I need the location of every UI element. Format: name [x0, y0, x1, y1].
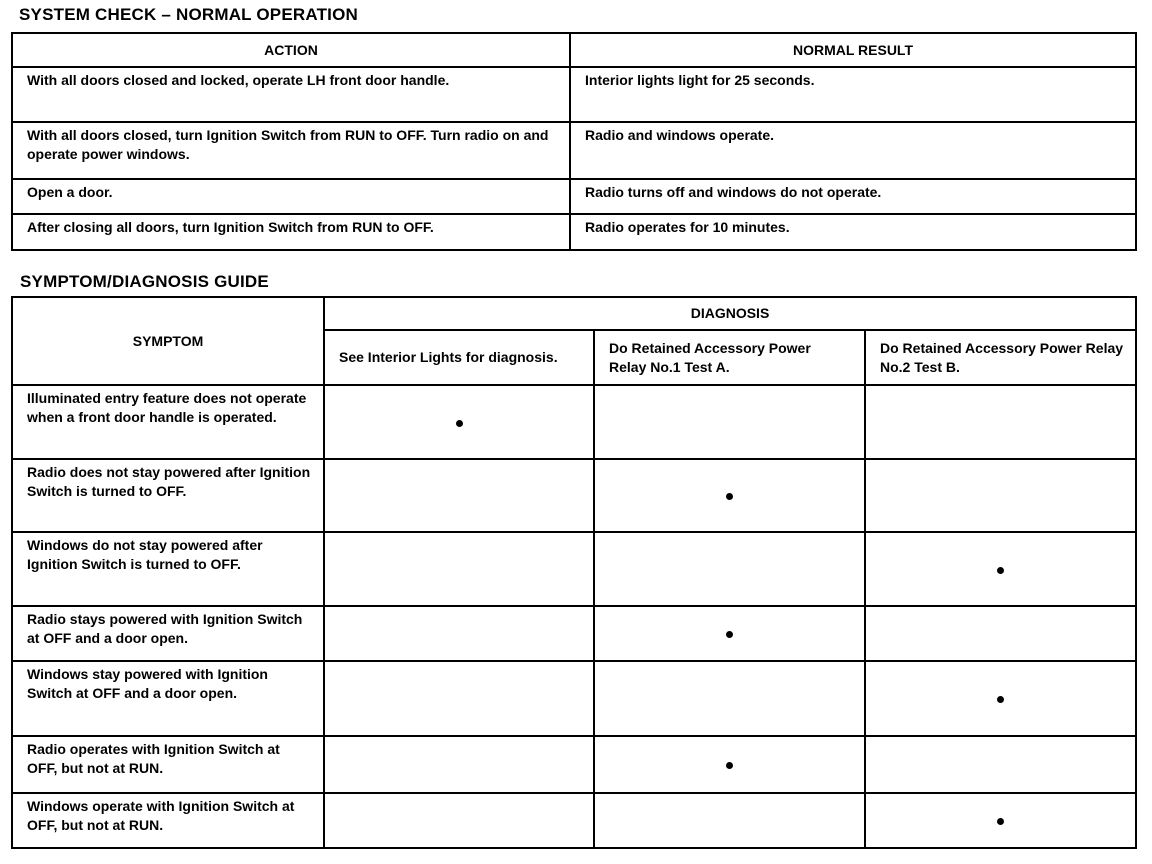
action-cell: After closing all doors, turn Ignition Switch from RUN to OFF. — [12, 214, 570, 250]
table-row — [12, 122, 1136, 179]
system-check-table — [11, 32, 1137, 251]
bullet-mark-icon — [726, 493, 733, 500]
diagnosis-mark-cell — [865, 793, 1136, 848]
action-cell: Open a door. — [12, 179, 570, 214]
symptom-cell: Windows do not stay powered after Ignition Switch is turned to OFF. — [12, 532, 324, 606]
diagnosis-col-relay-2: Do Retained Accessory Power Relay No.2 Test B. — [865, 330, 1136, 385]
action-cell: With all doors closed, turn Ignition Switch from RUN to OFF. Turn radio on and operate power windows. — [12, 122, 570, 179]
table-row — [12, 793, 1136, 848]
bullet-mark-icon — [726, 631, 733, 638]
symptom-cell: Windows operate with Ignition Switch at OFF, but not at RUN. — [12, 793, 324, 848]
symptom-cell: Radio stays powered with Ignition Switch at OFF and a door open. — [12, 606, 324, 661]
diagnosis-mark-cell — [865, 736, 1136, 793]
bullet-mark-icon — [997, 818, 1004, 825]
table-row — [12, 532, 1136, 606]
diagnosis-mark-cell — [865, 661, 1136, 736]
diagnosis-mark-cell — [594, 606, 865, 661]
symptom-cell: Radio does not stay powered after Ignition Switch is turned to OFF. — [12, 459, 324, 532]
diagnosis-mark-cell — [324, 459, 594, 532]
result-cell: Interior lights light for 25 seconds. — [570, 67, 1136, 122]
diagnosis-mark-cell — [594, 459, 865, 532]
bullet-mark-icon — [997, 567, 1004, 574]
table-row — [12, 736, 1136, 793]
result-cell: Radio and windows operate. — [570, 122, 1136, 179]
result-cell: Radio operates for 10 minutes. — [570, 214, 1136, 250]
diagnosis-mark-cell — [865, 459, 1136, 532]
symptom-cell: Radio operates with Ignition Switch at OFF, but not at RUN. — [12, 736, 324, 793]
action-header: ACTION — [12, 33, 570, 67]
diagnosis-mark-cell — [594, 793, 865, 848]
symptom-header: SYMPTOM — [12, 297, 324, 385]
symptom-cell: Illuminated entry feature does not operate when a front door handle is operated. — [12, 385, 324, 459]
diagnosis-mark-cell — [324, 661, 594, 736]
bullet-mark-icon — [456, 420, 463, 427]
symptom-cell: Windows stay powered with Ignition Switch at OFF and a door open. — [12, 661, 324, 736]
diagnosis-mark-cell — [324, 606, 594, 661]
system-check-title: SYSTEM CHECK – NORMAL OPERATION — [19, 5, 358, 24]
bullet-mark-icon — [997, 696, 1004, 703]
diagnosis-mark-cell — [324, 793, 594, 848]
diagnosis-mark-cell — [865, 606, 1136, 661]
table-row — [12, 67, 1136, 122]
diagnosis-mark-cell — [865, 385, 1136, 459]
diagnosis-mark-cell — [594, 385, 865, 459]
diagnosis-mark-cell — [324, 736, 594, 793]
result-cell: Radio turns off and windows do not operate. — [570, 179, 1136, 214]
table-row — [12, 179, 1136, 214]
diagnosis-mark-cell — [594, 661, 865, 736]
diagnosis-col-relay-1: Do Retained Accessory Power Relay No.1 Test A. — [594, 330, 865, 385]
table-row — [12, 214, 1136, 250]
table-row — [12, 385, 1136, 459]
table-row — [12, 459, 1136, 532]
diagnosis-mark-cell — [324, 532, 594, 606]
diagnosis-col-interior-lights: See Interior Lights for diagnosis. — [324, 330, 594, 385]
table-row — [12, 661, 1136, 736]
diagnosis-mark-cell — [865, 532, 1136, 606]
symptom-guide-title: SYMPTOM/DIAGNOSIS GUIDE — [20, 272, 269, 291]
action-cell: With all doors closed and locked, operate LH front door handle. — [12, 67, 570, 122]
diagnosis-mark-cell — [594, 532, 865, 606]
diagnosis-mark-cell — [324, 385, 594, 459]
normal-result-header: NORMAL RESULT — [570, 33, 1136, 67]
diagnosis-mark-cell — [594, 736, 865, 793]
bullet-mark-icon — [726, 762, 733, 769]
symptom-diagnosis-table — [11, 296, 1137, 849]
table-row — [12, 606, 1136, 661]
diagnosis-header: DIAGNOSIS — [324, 297, 1136, 330]
